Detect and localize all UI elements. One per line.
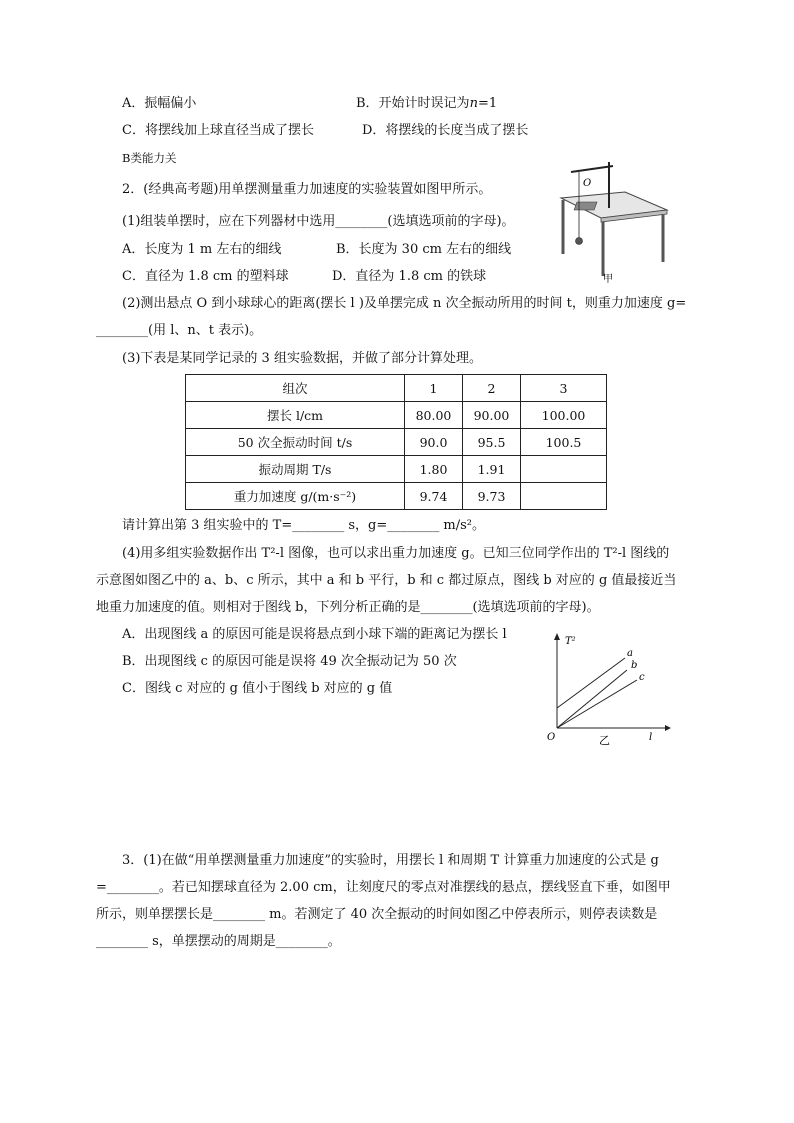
table-row bbox=[186, 456, 607, 483]
caption-jia: 甲 bbox=[603, 274, 613, 284]
label-c: c bbox=[639, 672, 645, 683]
q2-part1-option-c: C．直径为 1.8 cm 的塑料球 bbox=[122, 269, 289, 284]
q1-option-d: D．将摆线的长度当成了摆长 bbox=[362, 123, 529, 138]
table-cell: 95.5 bbox=[463, 429, 521, 456]
table-cell: 100.5 bbox=[521, 429, 607, 456]
table-header-row bbox=[186, 375, 607, 402]
q2-part4-line3: 地重力加速度的值。则相对于图线 b，下列分析正确的是________(选填选项前的字母)。 bbox=[96, 600, 600, 615]
label-b: b bbox=[631, 660, 638, 671]
table-row bbox=[186, 483, 607, 510]
table-cell: 90.0 bbox=[405, 429, 463, 456]
table-header: 组次 bbox=[186, 375, 405, 402]
line-a bbox=[557, 658, 625, 708]
q2-part3-ask: 请计算出第 3 组实验中的 T=________ s，g=________ m/s²。 bbox=[122, 518, 485, 533]
q1-option-c: C．将摆线加上球直径当成了摆长 bbox=[122, 123, 314, 138]
table-cell: 9.74 bbox=[405, 483, 463, 510]
q2-part2-line1: (2)测出悬点 O 到小球球心的距离(摆长 l )及单摆完成 n 次全振动所用的时间 t，则重力加速度 g= bbox=[122, 296, 687, 311]
q2-part1-option-d: D．直径为 1.8 cm 的铁球 bbox=[332, 269, 487, 284]
q2-part4-option-b: B．出现图线 c 的原因可能是误将 49 次全振动记为 50 次 bbox=[122, 654, 457, 669]
table-cell: 50 次全振动时间 t/s bbox=[186, 429, 405, 456]
t2-l-graph bbox=[545, 628, 675, 746]
q3-line3: 所示，则单摆摆长是________ m。若测定了 40 次全振动的时间如图乙中停表所示，则停表读数是 bbox=[96, 907, 658, 922]
section-heading: B类能力关 bbox=[122, 151, 177, 165]
q1-option-b: B．开始计时误记为n=1 bbox=[356, 96, 498, 111]
q2-part3: (3)下表是某同学记录的 3 组实验数据，并做了部分计算处理。 bbox=[122, 351, 482, 366]
table-cell: 重力加速度 g/(m·s⁻²) bbox=[186, 483, 405, 510]
q2-part1-option-a: A．长度为 1 m 左右的细线 bbox=[122, 242, 282, 257]
q2-part1-option-b: B．长度为 30 cm 左右的细线 bbox=[336, 242, 512, 257]
table-header: 2 bbox=[463, 375, 521, 402]
q2-part4-option-a: A．出现图线 a 的原因可能是误将悬点到小球下端的距离记为摆长 l bbox=[122, 627, 507, 642]
table-header: 1 bbox=[405, 375, 463, 402]
origin-label: O bbox=[547, 732, 556, 743]
line-b bbox=[557, 670, 627, 728]
q2-part4-line1: (4)用多组实验数据作出 T²-l 图像，也可以求出重力加速度 g。已知三位同学作出的 T²-l 图线的 bbox=[122, 546, 670, 561]
y-axis-arrow bbox=[554, 633, 560, 640]
table-cell bbox=[521, 483, 607, 510]
q2-part1: (1)组装单摆时，应在下列器材中选用________(选填选项前的字母)。 bbox=[122, 214, 515, 229]
y-axis-label: T² bbox=[565, 636, 576, 647]
table-row bbox=[186, 429, 607, 456]
table-cell: 90.00 bbox=[463, 402, 521, 429]
table-cell bbox=[521, 456, 607, 483]
q1-option-a: A．振幅偏小 bbox=[122, 96, 197, 111]
q2-part4-line2: 示意图如图乙中的 a、b、c 所示，其中 a 和 b 平行，b 和 c 都过原点，图线 b 对应的 g 值最接近当 bbox=[96, 573, 677, 588]
q2-stem: 2．(经典高考题)用单摆测量重力加速度的实验装置如图甲所示。 bbox=[122, 182, 492, 197]
label-a: a bbox=[627, 648, 633, 659]
table-cell: 100.00 bbox=[521, 402, 607, 429]
pendulum-apparatus-figure bbox=[555, 158, 673, 284]
label-o: O bbox=[583, 178, 592, 189]
table-row bbox=[186, 402, 607, 429]
table-cell: 9.73 bbox=[463, 483, 521, 510]
q3-line4: ________ s，单摆摆动的周期是________。 bbox=[96, 934, 341, 949]
table-cell: 摆长 l/cm bbox=[186, 402, 405, 429]
caption-yi: 乙 bbox=[599, 734, 610, 746]
q2-part4-option-c: C．图线 c 对应的 g 值小于图线 b 对应的 g 值 bbox=[122, 681, 393, 696]
table-cell: 80.00 bbox=[405, 402, 463, 429]
data-table bbox=[185, 374, 607, 510]
line-c bbox=[557, 680, 637, 728]
table-cell: 1.80 bbox=[405, 456, 463, 483]
table-cell: 1.91 bbox=[463, 456, 521, 483]
q3-line1: 3．(1)在做“用单摆测量重力加速度”的实验时，用摆长 l 和周期 T 计算重力加速度的公式是 g bbox=[122, 853, 659, 868]
table-header: 3 bbox=[521, 375, 607, 402]
table-cell: 振动周期 T/s bbox=[186, 456, 405, 483]
q2-part2-line2: ________(用 l、n、t 表示)。 bbox=[96, 323, 263, 338]
q3-line2: =________。若已知摆球直径为 2.00 cm，让刻度尺的零点对准摆线的悬点，摆线竖直下垂，如图甲 bbox=[96, 880, 671, 895]
x-axis-arrow bbox=[665, 725, 671, 731]
x-axis-label: l bbox=[649, 732, 653, 743]
